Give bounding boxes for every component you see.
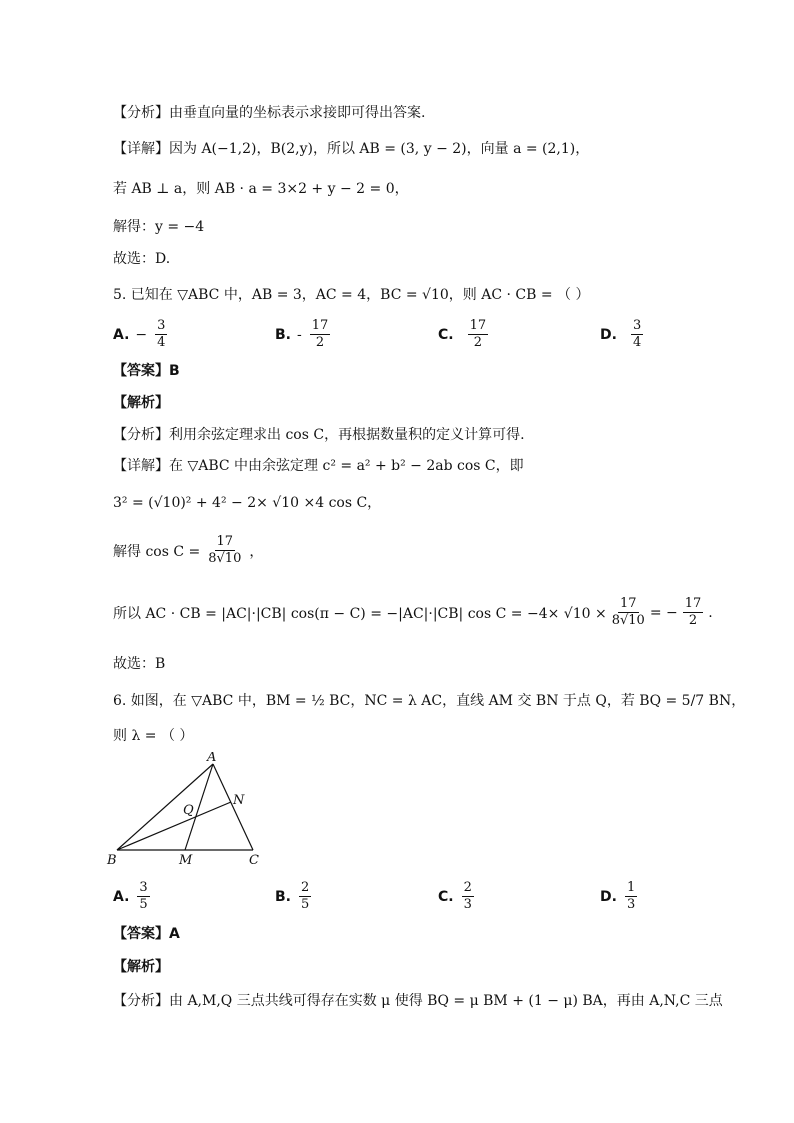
q6-option-b: B. $\frac{2}{5}$ <box>275 880 310 912</box>
line-bn <box>117 802 231 850</box>
q5-option-b: B. - $\frac{17}{2}$ <box>275 318 329 350</box>
label-m: M <box>179 853 193 868</box>
q5-answer: 【答案】B <box>113 363 180 379</box>
q6-stem-line2: 则 λ = （ ） <box>113 728 194 744</box>
q6-answer: 【答案】A <box>113 926 180 942</box>
q5-option-c: C. $\frac{17}{2}$ <box>438 318 487 350</box>
q5-stem: 5. 已知在 ▽ABC 中，AB = 3，AC = 4，BC = √10，则 AC · CB = （ ） <box>113 287 590 303</box>
q5-solve: 解得 cos C = $\frac{17}{8√10}$ ， <box>113 534 264 566</box>
q6-stem-line1: 6. 如图，在 ▽ABC 中，BM = ½ BC，NC = λ AC，直线 AM 交 BN 于点 Q，若 BQ = 5/7 BN， <box>113 693 746 709</box>
prev-choice: 故选：D. <box>113 251 171 267</box>
prev-solve: 解得：y = −4 <box>113 219 205 235</box>
prev-detail-line1: 【详解】因为 A(−1,2)，B(2,y)，所以 AB = (3, y − 2)，向量 a = (2,1)， <box>113 141 590 157</box>
q6-option-d: D. $\frac{1}{3}$ <box>600 880 636 912</box>
q5-choice: 故选：B <box>113 656 166 672</box>
q5-so-line: 所以 AC · CB = |AC|·|CB| cos(π − C) = −|AC|·|CB| cos C = −4× √10 × $\frac{17}{8√10}$ = − $\frac{17}{2}$ . <box>113 596 713 628</box>
q5-option-a: A. − $\frac{3}{4}$ <box>113 318 166 350</box>
label-c: C <box>249 853 259 868</box>
label-n: N <box>233 793 245 808</box>
prev-analysis: 【分析】由垂直向量的坐标表示求接即可得出答案. <box>113 105 426 121</box>
q6-analysis: 【分析】由 A,M,Q 三点共线可得存在实数 μ 使得 BQ = μ BM + (1 − μ) BA，再由 A,N,C 三点 <box>113 993 723 1009</box>
q5-analysis: 【分析】利用余弦定理求出 cos C，再根据数量积的定义计算可得. <box>113 427 525 443</box>
q5-detail-line2: 3² = (√10)² + 4² − 2× √10 ×4 cos C， <box>113 495 382 511</box>
q6-option-a: A. $\frac{3}{5}$ <box>113 880 148 912</box>
label-q: Q <box>183 803 194 818</box>
q5-detail-line1: 【详解】在 ▽ABC 中由余弦定理 c² = a² + b² − 2ab cos C，即 <box>113 458 524 474</box>
prev-detail-line2: 若 AB ⊥ a，则 AB · a = 3×2 + y − 2 = 0， <box>113 181 409 197</box>
q6-jiexi: 【解析】 <box>113 959 169 975</box>
q5-option-d: D. $\frac{3}{4}$ <box>600 318 642 350</box>
q6-option-c: C. $\frac{2}{3}$ <box>438 880 472 912</box>
label-a: A <box>207 752 217 765</box>
triangle-figure <box>105 752 275 872</box>
label-b: B <box>107 853 117 868</box>
q5-jiexi: 【解析】 <box>113 395 169 411</box>
